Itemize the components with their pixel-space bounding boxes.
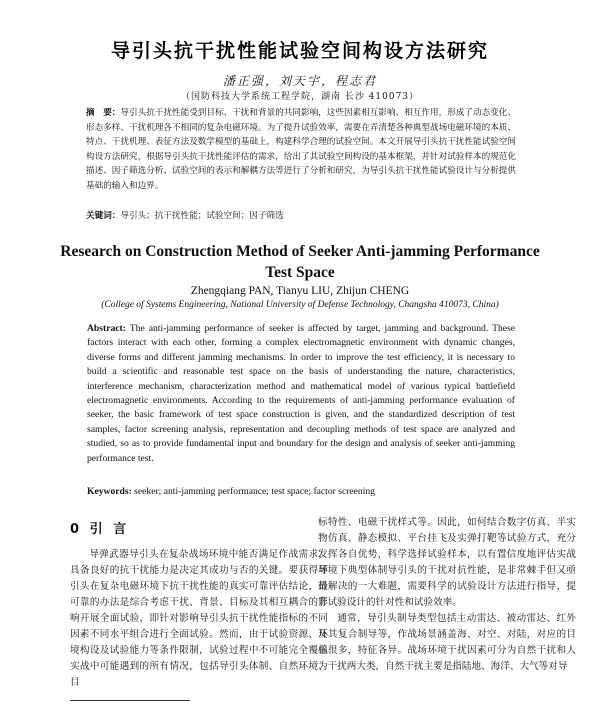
keywords-english-text: seeker; anti-jamming performance; test space; factor screening (134, 486, 375, 497)
abstract-chinese-text: 导引头抗干扰性能受到目标、干扰和背景的共同影响，这些因素相互影响、相互作用，形成了动态变化、形态多样、干扰机理各不相同的复杂电磁环境。为了提升试验效率，需要在弄清楚各种典型战场电磁环境的本质、特点、干扰机理、表征方法及数学模型的基础上，构建科学合理的试验空间。本文开展导引头抗干扰性能试验空间构设方法研究，根据导引头抗干扰性能评估的需求，给出了其试验空间构设的基本框架，并针对试验样本的规范化描述、因子筛选分析、试验空间的表示和解耦方法等进行了分析和研究，为导引头抗干扰性能试验设计与分析提供基础的输入和边界。 (86, 108, 516, 191)
body-paragraph: 通常，导引头制导类型包括主动雷达、被动雷达、红外及其复合制导等，作战场景涵盖海、对空、对陆，对应的目标很多，特征各异。战场环境干扰因素可分为自然干扰和人为干扰两大类，自然干扰主要是指陆地、海洋、大气等对导 (318, 613, 576, 672)
authors-english: Zhengqiang PAN, Tianyu LIU, Zhijun CHENG (190, 285, 410, 297)
keywords-chinese-text: 导引头；抗干扰性能；试验空间；因子筛选 (120, 211, 284, 221)
affiliation-english: (College of Systems Engineering, National University of Defense Technology, Changsha 410073, China) (101, 300, 499, 310)
abstract-english (87, 322, 515, 466)
affiliation-chinese: （国防科技大学系统工程学院，湖南 长沙 410073） (180, 92, 420, 102)
body-paragraph: 标特性、电磁干扰样式等。因此，如何结合数字仿真、半实物仿真、静态模拟、平台挂飞及实弹打靶等试验方式，充分发挥各自优势，科学选择试验样本，以有置信度地评估实战环境下典型体制导引头的干扰对抗性能，是非常棘手但又亟待解决的一大难题，需要科学的试验设计方法进行指导，提升试验设计的针对性和试验效率。 (318, 517, 576, 608)
keywords-english-label: Keywords: (87, 486, 132, 497)
footnote-rule (70, 700, 190, 701)
body-column-right (318, 515, 576, 675)
authors-chinese: 潘正强，刘天宇，程志君 (222, 74, 377, 88)
title-english: Research on Construction Method of Seeker Anti-jamming Performance Test Space (60, 243, 540, 281)
section-heading-introduction: 0 引 言 (70, 522, 130, 537)
abstract-english-text: The anti-jamming performance of seeker is affected by target, jamming and background. These factors interact with each other, forming a complex electromagnetic environment with dynamic changes, diverse forms and different jamming mechanisms. In order to improve the test efficiency, it is necessary to build a scientific and reasonable test space on the basis of understanding the nature, characteristics, interference mechanism, characterization method and mathematical model of various typical battlefield electromagnetic environments. According to the requirements of anti-jamming performance evaluation of seeker, the basic framework of test space construction is given, and the standardized description of test samples, factor screening analysis, representation and decoupling methods of test space are analyzed and studied, so as to provide fundamental input and boundary for the design and analysis of seeker anti-jamming performance test. (87, 323, 515, 464)
abstract-chinese-label: 摘 要： (86, 108, 121, 118)
keywords-chinese (86, 209, 516, 223)
abstract-english-label: Abstract: (87, 323, 126, 334)
body-paragraph: 导弹武器导引头在复杂战场环境中能否满足作战需求，具备良好的抗干扰能力是决定其成功与否的关键。要获得导引头在复杂电磁环境下抗干扰性能的真实可靠评估结论，最可靠的办法是综合考虑干扰、背景、目标及其相互耦合的影响开展全面试验，即针对影响导引头抗干扰性能指标的不同因素不同水平组合进行全面试验。然而，由于试验资源、环境构设及试验能力等条件限制，试验过程中不可能完全覆盖实战中可能遇到的所有情况，包括导引头体制、自然环境、目 (70, 549, 328, 688)
title-chinese: 导引头抗干扰性能试验空间构设方法研究 (110, 40, 489, 62)
keywords-chinese-label: 关键词： (86, 211, 121, 221)
body-column-left (70, 515, 328, 691)
abstract-chinese (86, 106, 516, 194)
keywords-english (87, 486, 515, 497)
